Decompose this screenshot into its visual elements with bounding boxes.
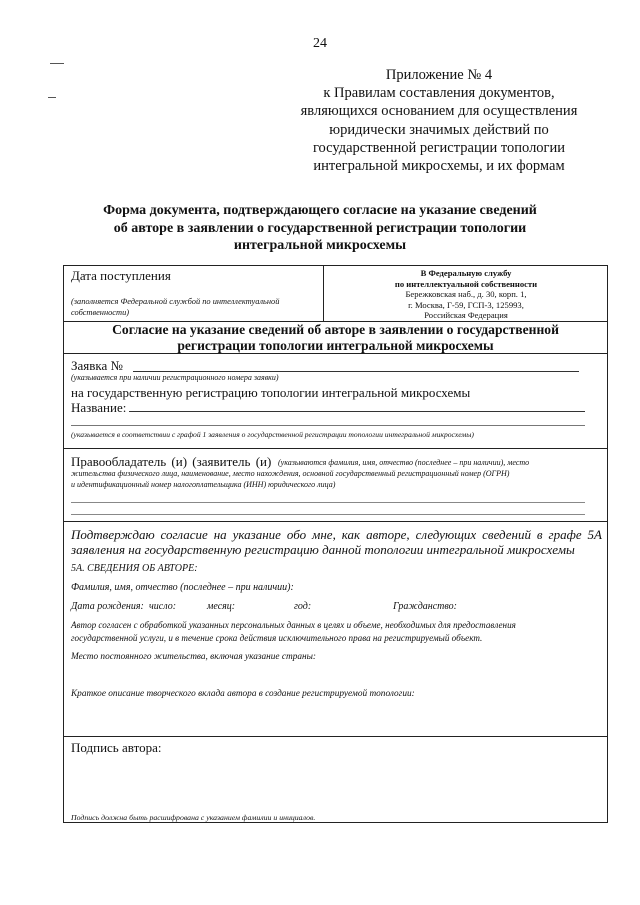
birth-date-label: Дата рождения: xyxy=(71,601,144,612)
receipt-date-label: Дата поступления xyxy=(71,268,171,283)
author-fio-label: Фамилия, имя, отчество (последнее – при наличии): xyxy=(71,582,294,593)
appendix-line: являющихся основанием для осуществления xyxy=(300,103,578,120)
application-name-field[interactable] xyxy=(129,411,585,412)
personal-data-consent-cont: государственной услуги, и в течение срока действия исключительного права на регистрируемый объект. xyxy=(71,633,483,643)
residence-label: Место постоянного жительства, включая указание страны: xyxy=(71,652,316,662)
form-title-line: об авторе в заявлении о государственной регистрации топологии xyxy=(113,220,527,236)
rightholder-note-cont: жительства физического лица, наименование, место нахождения, основной государственный регистрационный номер (ОГРН) xyxy=(71,469,510,478)
recipient-address xyxy=(326,268,606,321)
appendix-line: к Правилам составления документов, xyxy=(323,85,555,102)
birth-year-label: год: xyxy=(294,601,312,612)
rightholder-field[interactable] xyxy=(71,502,585,503)
page-number: 24 xyxy=(313,36,327,51)
address-country: Российская Федерация xyxy=(424,310,508,321)
rightholder-label: Правообладатель (и) (заявитель (и) xyxy=(71,454,272,469)
form-title-line: интегральной микросхемы xyxy=(233,238,407,254)
appendix-line: Приложение № 4 xyxy=(385,67,493,83)
consent-statement: Подтверждаю согласие на указание обо мне, как авторе, следующих сведений в графе 5А xyxy=(71,527,602,542)
receipt-date-note: (заполняется Федеральной службой по интеллектуальной собственности) xyxy=(71,297,280,317)
form-title-line: Форма документа, подтверждающего согласие на указание сведений xyxy=(103,203,537,218)
citizenship-label: Гражданство: xyxy=(393,601,457,612)
consent-section-title: Согласие на указание сведений об авторе в заявлении о государственной регистрации топологии интегральной микросхемы xyxy=(63,322,608,354)
application-number-field[interactable] xyxy=(133,371,579,372)
personal-data-consent: Автор согласен с обработкой указанных персональных данных в целях и объеме, необходимых для предоставления xyxy=(71,620,516,630)
header-divider xyxy=(323,265,324,322)
section-5a-heading: 5А. СВЕДЕНИЯ ОБ АВТОРЕ: xyxy=(71,563,198,574)
rightholder-field-2[interactable] xyxy=(71,514,585,515)
appendix-line: государственной регистрации топологии xyxy=(312,139,566,156)
signature-note: Подпись должна быть расшифрована с указанием фамилии и инициалов. xyxy=(71,813,316,822)
contribution-label: Краткое описание творческого вклада автора в создание регистрируемой топологии: xyxy=(71,689,415,699)
application-name-note: (указывается в соответствии с графой 1 заявления о государственной регистрации топологии интегральной микросхемы) xyxy=(71,430,474,439)
signature-label: Подпись автора: xyxy=(71,740,162,755)
birth-month-label: месяц: xyxy=(207,601,236,612)
application-name-label: Название: xyxy=(71,400,127,415)
margin-mark xyxy=(48,97,56,98)
section-divider xyxy=(63,521,608,522)
section-divider xyxy=(63,736,608,737)
rightholder-note: (указываются фамилия, имя, отчество (последнее – при наличии), место xyxy=(278,458,530,467)
appendix-line: интегральной микросхемы, и их формам xyxy=(313,158,565,175)
recipient-name: В Федеральную службу xyxy=(420,268,512,278)
address-street: Бережковская наб., д. 30, корп. 1, xyxy=(405,289,527,300)
section-divider xyxy=(63,448,608,449)
application-name-field-2[interactable] xyxy=(71,425,585,426)
application-number-note: (указывается при наличии регистрационного номера заявки) xyxy=(71,373,279,382)
application-purpose: на государственную регистрацию топологии интегральной микросхемы xyxy=(71,385,471,400)
birth-day-label: число: xyxy=(149,601,177,612)
consent-statement-cont: заявления на государственную регистрацию данной топологии интегральной микросхемы xyxy=(71,542,575,557)
appendix-note xyxy=(288,66,590,175)
recipient-name-cont: по интеллектуальной собственности xyxy=(394,278,538,289)
form-title xyxy=(60,202,580,255)
address-city: г. Москва, Г-59, ГСП-3, 125993, xyxy=(408,299,524,310)
appendix-line: юридически значимых действий по xyxy=(329,121,549,138)
rightholder-note-cont: и идентификационный номер налогоплательщика (ИНН) юридического лица) xyxy=(71,480,336,489)
application-number-label: Заявка № xyxy=(71,358,123,373)
margin-mark xyxy=(50,63,64,64)
